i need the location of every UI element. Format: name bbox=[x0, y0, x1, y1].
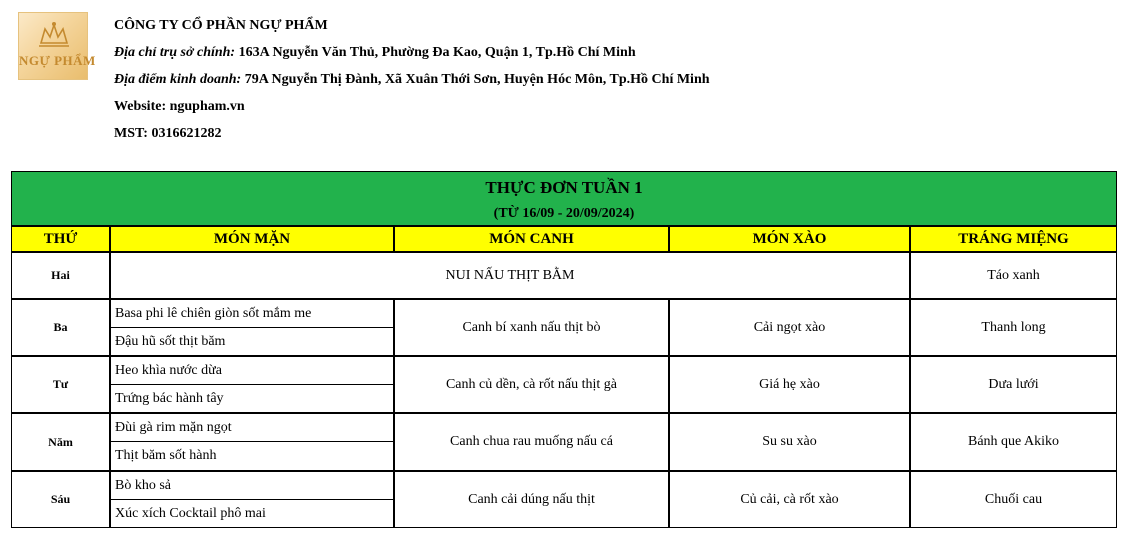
dessert-cell: Chuối cau bbox=[910, 471, 1117, 528]
logo-text: NGỰ PHẨM bbox=[19, 53, 96, 68]
menu-subtitle: (TỪ 16/09 - 20/09/2024) bbox=[493, 206, 635, 221]
company-address-line bbox=[114, 39, 710, 66]
monday-combined-dish: NUI NẤU THỊT BẰM bbox=[110, 252, 910, 299]
header-day: THỨ bbox=[11, 226, 110, 252]
main-dish-item: Bò kho sả bbox=[110, 471, 394, 500]
website-label: Website: bbox=[114, 99, 167, 114]
company-name: CÔNG TY CỔ PHẦN NGỰ PHẨM bbox=[114, 18, 328, 33]
menu-title-bar bbox=[11, 171, 1117, 226]
website-line bbox=[114, 93, 710, 120]
company-info bbox=[114, 12, 710, 147]
address-label: Địa chỉ trụ sở chính: bbox=[114, 45, 236, 60]
dessert-cell: Bánh que Akiko bbox=[910, 413, 1117, 471]
tax-value: 0316621282 bbox=[151, 126, 222, 141]
main-dish-item: Thịt băm sốt hành bbox=[110, 441, 394, 471]
dessert-cell: Thanh long bbox=[910, 299, 1117, 356]
main-dish-item: Xúc xích Cocktail phô mai bbox=[110, 499, 394, 528]
address-value: 163A Nguyễn Văn Thủ, Phường Đa Kao, Quận 1, Tp.Hồ Chí Minh bbox=[238, 45, 636, 60]
company-logo bbox=[18, 12, 96, 80]
business-value: 79A Nguyễn Thị Đành, Xã Xuân Thới Sơn, Huyện Hóc Môn, Tp.Hồ Chí Minh bbox=[244, 72, 710, 87]
soup-cell: Canh cải dúng nấu thịt bbox=[394, 471, 669, 528]
tax-label: MST: bbox=[114, 126, 148, 141]
soup-cell: Canh chua rau muống nấu cá bbox=[394, 413, 669, 471]
day-cell-tu: Tư bbox=[11, 356, 110, 413]
stir-fry-cell: Su su xào bbox=[669, 413, 910, 471]
website-value[interactable]: ngupham.vn bbox=[169, 99, 245, 114]
main-dish-item: Trứng bác hành tây bbox=[110, 384, 394, 413]
header-mon-man: MÓN MẶN bbox=[110, 226, 394, 252]
business-address-line bbox=[114, 66, 710, 93]
day-cell-nam: Năm bbox=[11, 413, 110, 471]
day-cell-sau: Sáu bbox=[11, 471, 110, 528]
main-dish-item: Đậu hũ sốt thịt băm bbox=[110, 327, 394, 356]
day-cell-ba: Ba bbox=[11, 299, 110, 356]
soup-cell: Canh củ dền, cà rốt nấu thịt gà bbox=[394, 356, 669, 413]
tax-line bbox=[114, 120, 710, 147]
day-cell-hai: Hai bbox=[11, 252, 110, 299]
main-dish-item: Đùi gà rim mặn ngọt bbox=[110, 413, 394, 442]
stir-fry-cell: Củ cải, cà rốt xào bbox=[669, 471, 910, 528]
dessert-cell: Dưa lưới bbox=[910, 356, 1117, 413]
header-mon-xao: MÓN XÀO bbox=[669, 226, 910, 252]
main-dish-item: Basa phi lê chiên giòn sốt mắm me bbox=[110, 299, 394, 328]
monday-dessert: Táo xanh bbox=[910, 252, 1117, 299]
stir-fry-cell: Giá hẹ xào bbox=[669, 356, 910, 413]
weekly-menu-table bbox=[11, 171, 1117, 528]
menu-title: THỰC ĐƠN TUẦN 1 bbox=[485, 178, 643, 197]
header-trang-mieng: TRÁNG MIỆNG bbox=[910, 226, 1117, 252]
header-mon-canh: MÓN CANH bbox=[394, 226, 669, 252]
business-label: Địa điểm kinh doanh: bbox=[114, 72, 242, 87]
crown-icon bbox=[19, 13, 96, 81]
main-dish-item: Heo khìa nước dừa bbox=[110, 356, 394, 385]
stir-fry-cell: Cải ngọt xào bbox=[669, 299, 910, 356]
soup-cell: Canh bí xanh nấu thịt bò bbox=[394, 299, 669, 356]
